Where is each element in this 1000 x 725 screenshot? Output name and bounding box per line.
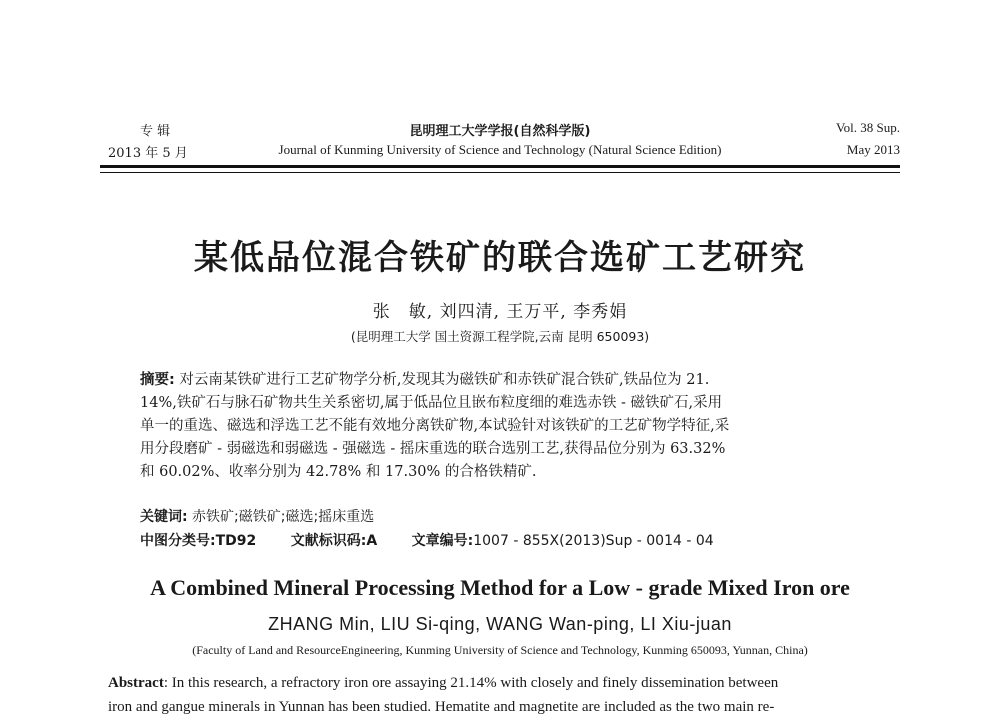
article-number-value: 1007 - 855X(2013)Sup - 0014 - 04 <box>473 533 714 549</box>
abstract-en-line: : In this research, a refractory iron ore assaying 21.14% with closely and finely dissemination between <box>163 675 779 691</box>
clc-label: 中图分类号: <box>140 533 216 549</box>
article-number-label: 文章编号: <box>411 533 474 549</box>
header-journal-title-cn: 昆明理工大学学报(自然科学版) <box>409 124 591 139</box>
affiliation-cn: (昆明理工大学 国土资源工程学院,云南 昆明 650093) <box>350 329 650 344</box>
header-section-label: 专 辑 <box>140 124 171 139</box>
header-issue-date-cn: 2013 年 5 月 <box>108 146 188 161</box>
abstract-en-line: iron and gangue minerals in Yunnan has been studied. Hematite and magnetite are included as the two main re- <box>108 699 775 715</box>
keywords-cn <box>140 506 374 526</box>
keywords-cn-label: 关键词: <box>140 509 188 525</box>
header-rule-thin <box>100 172 900 173</box>
authors-en: ZHANG Min, LIU Si-qing, WANG Wan-ping, LI Xiu-juan <box>268 614 732 634</box>
abstract-cn-line: 和 60.02%、收率分别为 42.78% 和 17.30% 的合格铁精矿. <box>140 464 537 480</box>
abstract-cn-line: 单一的重选、磁选和浮选工艺不能有效地分离铁矿物,本试验针对该铁矿的工艺矿物学特征,采 <box>140 418 730 434</box>
abstract-cn-line: 用分段磨矿 - 弱磁选和弱磁选 - 强磁选 - 摇床重选的联合选别工艺,获得品位分别为 63.32% <box>140 441 726 457</box>
clc-value: TD92 <box>215 533 257 549</box>
abstract-cn-line: 14%,铁矿石与脉石矿物共生关系密切,属于低品位且嵌布粒度细的难选赤铁 - 磁铁矿石,采用 <box>140 395 723 411</box>
doc-code-value: A <box>366 533 378 549</box>
keywords-cn-value: 赤铁矿;磁铁矿;磁选;摇床重选 <box>187 509 375 525</box>
header-journal-title-en: Journal of Kunming University of Science and Technology (Natural Science Edition) <box>278 142 722 157</box>
header-rule-thick <box>100 165 900 168</box>
classification-line <box>140 530 714 550</box>
abstract-cn-label: 摘要: <box>140 372 175 388</box>
header-volume: Vol. 38 Sup. <box>835 120 900 135</box>
paper-title-cn: 某低品位混合铁矿的联合选矿工艺研究 <box>194 238 806 278</box>
abstract-en-label: Abstract <box>108 675 164 691</box>
abstract-cn-line: 对云南某铁矿进行工艺矿物学分析,发现其为磁铁矿和赤铁矿混合铁矿,铁品位为 21. <box>174 372 710 388</box>
affiliation-en: (Faculty of Land and ResourceEngineering, Kunming University of Science and Technology, Kunming 650093, Yunnan, China) <box>192 643 808 657</box>
abstract-en <box>108 671 908 719</box>
paper-title-en: A Combined Mineral Processing Method for a Low - grade Mixed Iron ore <box>150 575 850 600</box>
abstract-cn <box>140 369 870 484</box>
header-issue-date-en: May 2013 <box>846 142 900 157</box>
authors-cn: 张 敏, 刘四清, 王万平, 李秀娟 <box>372 302 628 322</box>
doc-code-label: 文献标识码: <box>290 533 367 549</box>
